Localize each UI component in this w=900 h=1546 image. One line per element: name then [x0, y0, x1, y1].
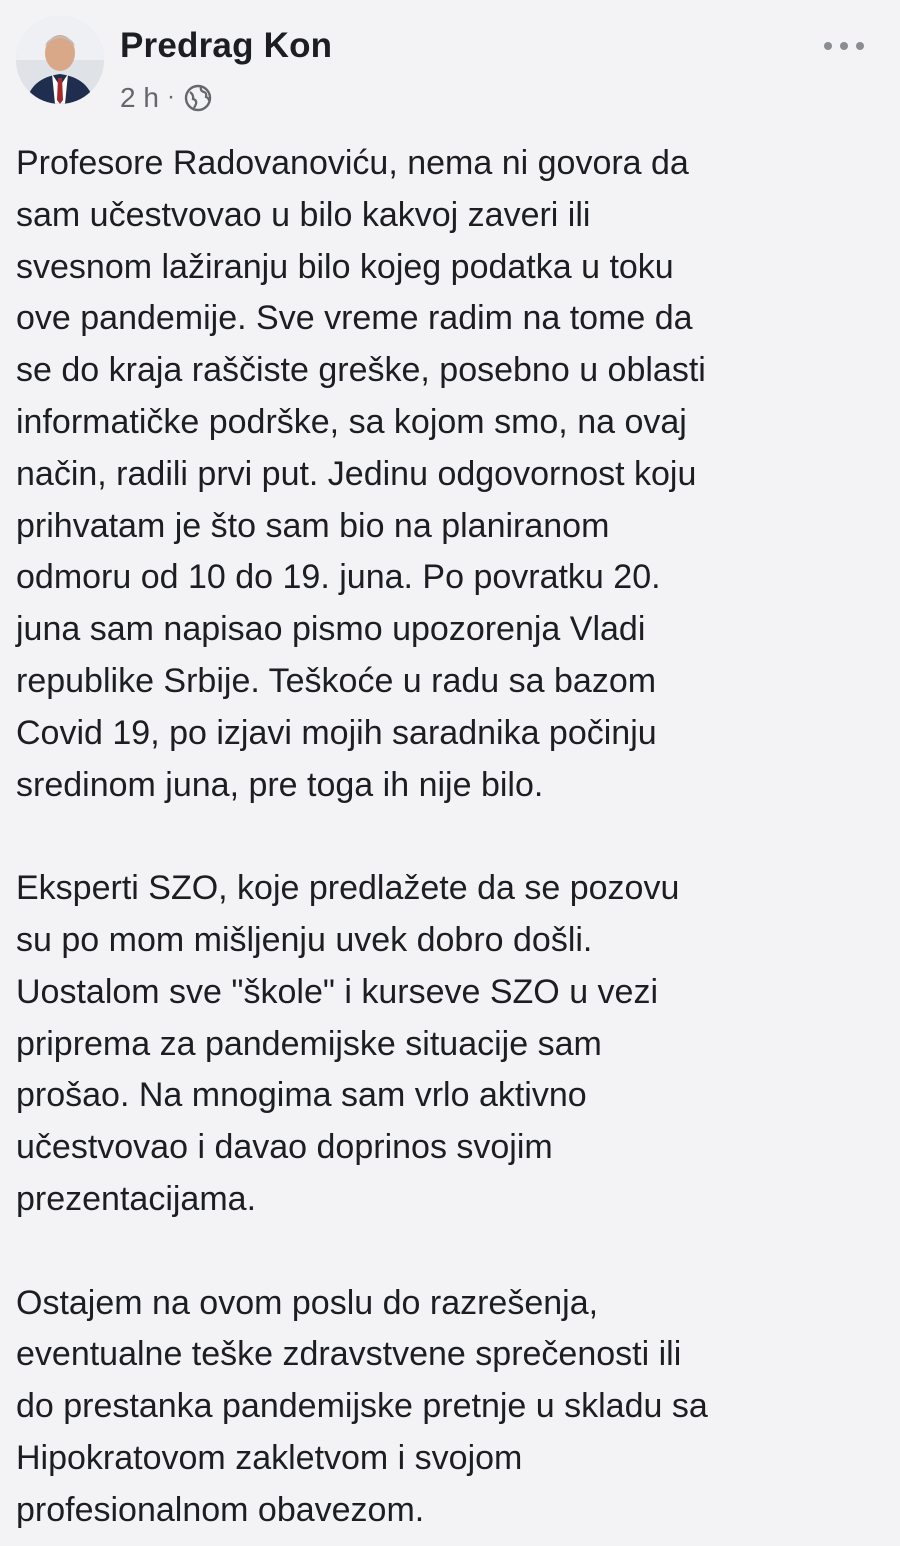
text-line: Hipokratovom zakletvom i svojom [16, 1438, 523, 1477]
text-line: odmoru od 10 do 19. juna. Po povratku 20. [16, 558, 661, 597]
text-line: informatičke podrške, sa kojom smo, na ovaj [16, 402, 687, 441]
post-header [16, 16, 884, 120]
text-line: profesionalnom obavezom. [16, 1490, 425, 1529]
text-line: republike Srbije. Teškoće u radu sa bazom [16, 661, 657, 700]
post-time[interactable]: 2 h [120, 82, 159, 113]
post-meta [120, 82, 213, 114]
text-line: juna sam napisao pismo upozorenja Vladi [16, 610, 646, 649]
text-line: se do kraja raščiste greške, posebno u oblasti [16, 351, 706, 390]
text-line: svesnom lažiranju bilo kojeg podatka u toku [16, 247, 674, 286]
text-line: ove pandemije. Sve vreme radim na tome da [16, 299, 693, 338]
paragraph-1 [16, 138, 860, 811]
text-line: eventualne teške zdravstvene sprečenosti ili [16, 1335, 682, 1374]
text-line: učestvovao i davao doprinos svojim [16, 1128, 553, 1167]
paragraph-gap [16, 1226, 860, 1278]
author-avatar[interactable] [16, 16, 104, 104]
paragraph-gap [16, 811, 860, 863]
text-line: sam učestvovao u bilo kakvoj zaveri ili [16, 195, 591, 234]
paragraph-3 [16, 1278, 860, 1537]
post-text [16, 138, 860, 1537]
text-line: sredinom juna, pre toga ih nije bilo. [16, 765, 544, 804]
text-line: priprema za pandemijske situacije sam [16, 1024, 602, 1063]
text-line: prezentacijama. [16, 1179, 257, 1218]
text-line: Covid 19, po izjavi mojih saradnika počinju [16, 713, 657, 752]
text-line: Uostalom sve "škole" i kurseve SZO u vezi [16, 972, 659, 1011]
paragraph-2 [16, 863, 860, 1226]
text-line: Profesore Radovanoviću, nema ni govora da [16, 144, 689, 182]
text-line: prošao. Na mnogima sam vrlo aktivno [16, 1076, 587, 1115]
text-line: način, radili prvi put. Jedinu odgovornost koju [16, 454, 697, 493]
author-name[interactable]: Predrag Kon [120, 26, 333, 65]
meta-separator: · [166, 83, 175, 110]
text-line: Eksperti SZO, koje predlažete da se pozovu [16, 869, 680, 908]
globe-icon[interactable] [183, 83, 213, 113]
text-line: Ostajem na ovom poslu do razrešenja, [16, 1283, 599, 1322]
text-line: do prestanka pandemijske pretnje u skladu sa [16, 1387, 708, 1426]
text-line: su po mom mišljenju uvek dobro došli. [16, 920, 593, 959]
more-dots-icon[interactable] [820, 34, 868, 58]
text-line: prihvatam je što sam bio na planiranom [16, 506, 610, 545]
avatar-image [16, 16, 104, 104]
